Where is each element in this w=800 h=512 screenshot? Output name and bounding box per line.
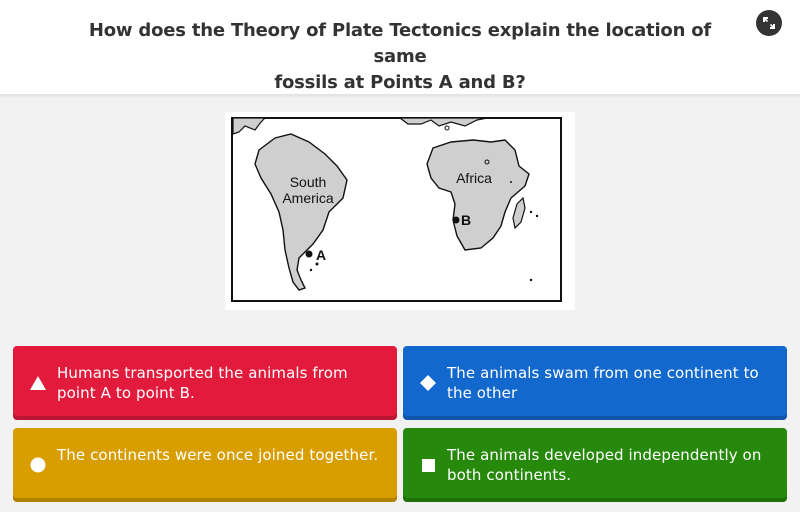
answer-option-1[interactable]	[13, 346, 397, 420]
south-america-label: South America	[282, 174, 334, 206]
africa-label: Africa	[456, 170, 492, 186]
point-a-marker	[306, 251, 313, 258]
circle-icon	[29, 456, 47, 474]
square-icon	[419, 456, 437, 474]
map-graphic	[225, 112, 575, 310]
question-header	[0, 0, 800, 94]
answer-option-3[interactable]	[13, 428, 397, 502]
question-line-1: How does the Theory of Plate Tectonics explain the location of same	[88, 20, 712, 67]
point-b-label: B	[461, 212, 472, 228]
answer-text: Humans transported the animals from point A to point B.	[57, 364, 348, 402]
expand-button[interactable]	[756, 10, 782, 36]
answer-text: The animals swam from one continent to the other	[447, 364, 759, 402]
answer-option-2[interactable]	[403, 346, 787, 420]
question-line-2: fossils at Points A and B?	[274, 72, 526, 93]
point-a-label: A	[316, 247, 327, 263]
answer-option-4[interactable]	[403, 428, 787, 502]
question-text	[70, 18, 730, 96]
answer-text: The continents were once joined together.	[57, 446, 379, 464]
point-b-marker	[453, 217, 460, 224]
answer-text: The animals developed independently on both continents.	[447, 446, 762, 484]
triangle-icon	[29, 374, 47, 392]
world-map-image	[225, 112, 575, 310]
expand-icon	[762, 16, 776, 30]
diamond-icon	[419, 374, 437, 392]
